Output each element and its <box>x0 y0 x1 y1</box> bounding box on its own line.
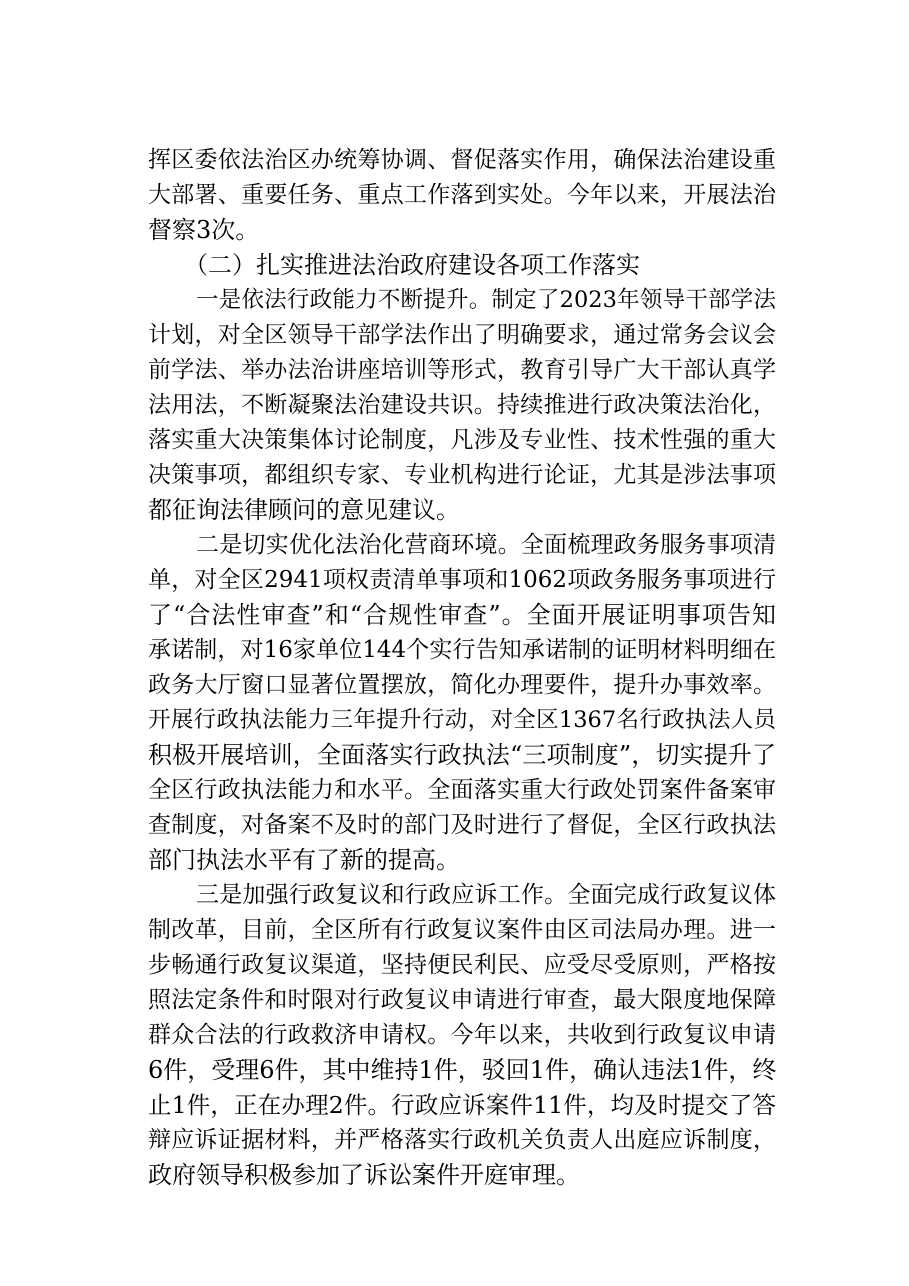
document-body <box>148 143 776 1193</box>
text-line: 都征询法律顾问的意见建议。 <box>148 496 460 524</box>
text-line: 止1件，正在办理2件。行政应诉案件11件，均及时提交了答 <box>148 1091 776 1119</box>
text-line: 辩应诉证据材料，并严格落实行政机关负责人出庭应诉制度， <box>148 1127 776 1153</box>
text-line: 政务大厅窗口显著位置摆放，简化办理要件，提升办事效率。 <box>148 672 776 698</box>
text-line: 步畅通行政复议渠道，坚持便民利民、应受尽受原则，严格按 <box>148 952 776 978</box>
text-line: 制改革，目前，全区所有行政复议案件由区司法局办理。进一 <box>148 917 776 943</box>
text-line: 承诺制，对16家单位144个实行告知承诺制的证明材料明细在 <box>148 637 776 663</box>
text-line: 落实重大决策集体讨论制度，凡涉及专业性、技术性强的重大 <box>148 427 776 453</box>
text-line: 大部署、重要任务、重点工作落到实处。今年以来，开展法治 <box>148 182 776 208</box>
text-line: 部门执法水平有了新的提高。 <box>148 846 460 874</box>
text-line: 三是加强行政复议和行政应诉工作。全面完成行政复议体 <box>196 882 776 908</box>
text-line: 开展行政执法能力三年提升行动，对全区1367名行政执法人员 <box>148 707 776 733</box>
text-line: 前学法、举办法治讲座培训等形式，教育引导广大干部认真学 <box>148 357 776 383</box>
section-heading: （二）扎实推进法治政府建设各项工作落实 <box>184 251 640 279</box>
text-line: 积极开展培训，全面落实行政执法“三项制度”，切实提升了 <box>148 741 776 769</box>
text-line: 了“合法性审查”和“合规性审查”。全面开展证明事项告知 <box>148 601 776 629</box>
text-line: 一是依法行政能力不断提升。制定了2023年领导干部学法 <box>196 287 776 313</box>
text-line: 二是切实优化法治化营商环境。全面梳理政务服务事项清 <box>196 532 776 558</box>
text-line: 单，对全区2941项权责清单事项和1062项政务服务事项进行 <box>148 567 776 593</box>
text-line: 督察3次。 <box>148 216 260 244</box>
text-line: 法用法，不断凝聚法治建设共识。持续推进行政决策法治化， <box>148 392 776 418</box>
text-line: 政府领导积极参加了诉讼案件开庭审理。 <box>148 1161 580 1189</box>
text-line: 计划，对全区领导干部学法作出了明确要求，通过常务会议会 <box>148 322 776 348</box>
text-line: 群众合法的行政救济申请权。今年以来，共收到行政复议申请 <box>148 1022 776 1048</box>
text-line: 全区行政执法能力和水平。全面落实重大行政处罚案件备案审 <box>148 777 776 803</box>
text-line: 挥区委依法治区办统筹协调、督促落实作用，确保法治建设重 <box>148 147 776 173</box>
text-line: 决策事项，都组织专家、专业机构进行论证，尤其是涉法事项 <box>148 462 776 488</box>
text-line: 查制度，对备案不及时的部门及时进行了督促，全区行政执法 <box>148 812 776 838</box>
text-line: 6件，受理6件，其中维持1件，驳回1件，确认违法1件，终 <box>148 1056 776 1084</box>
text-line: 照法定条件和时限对行政复议申请进行审查，最大限度地保障 <box>148 987 776 1013</box>
